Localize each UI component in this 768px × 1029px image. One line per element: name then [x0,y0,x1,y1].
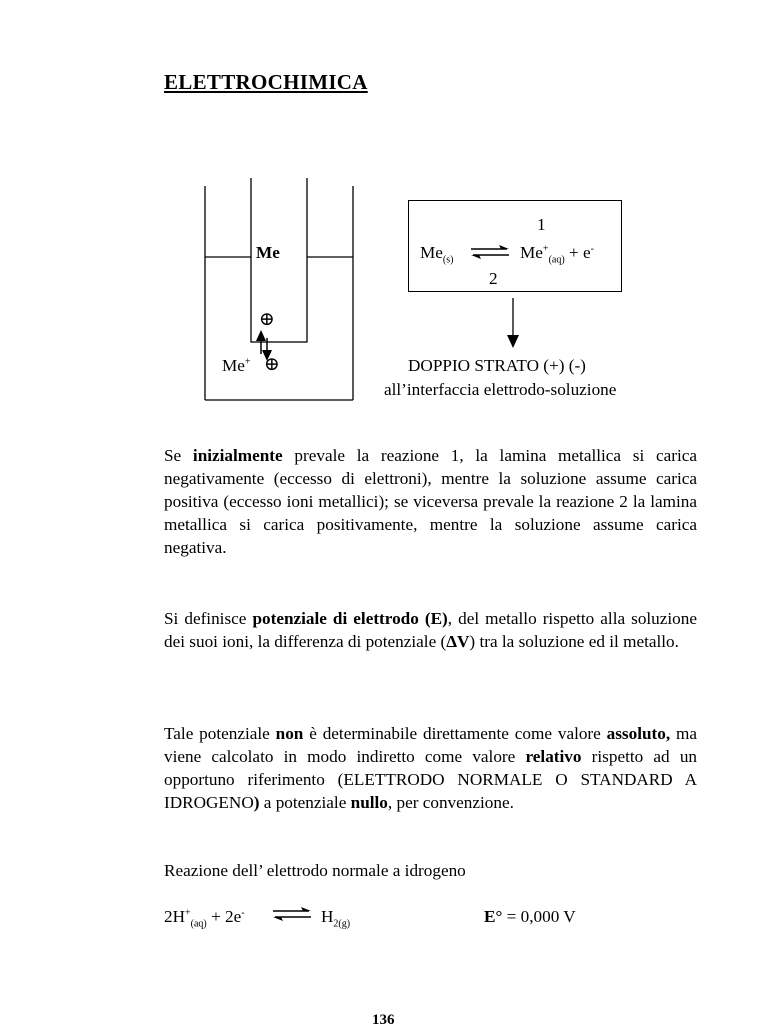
hydrogen-reactants: $2H^+_{(aq)} + 2e^-$ [164,907,245,930]
paragraph-electrode-potential: Si definisce potenziale di elettrodo (E), del metallo rispetto alla soluzione dei suoi ioni, la differenza di potenziale (ΔV) tra la soluzione ed il metallo. [164,609,697,651]
reaction-2-label: 2 [489,269,498,288]
standard-potential: E° = 0,000 V [484,907,576,926]
product-me-ion: $Me^+_{(aq)} + e^-$ [520,243,594,266]
metal-ion-label: Me+ [222,356,251,375]
page-number: 136 [372,1012,395,1028]
down-arrow-icon [503,298,523,350]
ion-plus-icon: ⊕ [264,354,280,375]
hydrogen-product: $H_{2(g)}$ [321,907,351,930]
double-layer-sublabel: all’interfaccia elettrodo-soluzione [384,380,617,399]
electrode-label: Me [256,243,280,262]
hydrogen-equilibrium-arrows-icon [271,907,313,921]
electrode-plus-icon: ⊕ [259,309,275,330]
electrochemical-cell-diagram [195,178,365,408]
ion-up-arrow-head [256,330,266,341]
paragraph-reactions: Se inizialmente prevale la reazione 1, la lamina metallica si carica negativamente (eccesso di elettroni), mentre la soluzione assume carica positiva (eccesso ioni metallici); se viceversa prevale la reazione 2 la lamina metallica si carica positivamente, mentre la soluzione assume carica negativa. [164,446,697,557]
reactant-me: $Me_{(s)}$ [420,243,454,266]
equilibrium-arrows-icon [469,245,511,259]
reaction-1-label: 1 [537,215,546,234]
paragraph-relative-potential: Tale potenziale non è determinabile direttamente come valore assoluto, ma viene calcolato in modo indiretto come valore relativo rispetto ad un opportuno riferimento (ELETTRODO NORMALE O STANDARD A IDROGENO) a potenziale nullo, per convenzione. [164,724,698,812]
page-title: ELETTROCHIMICA [164,70,368,94]
double-layer-label: DOPPIO STRATO (+) (-) [408,356,586,375]
hydrogen-electrode-heading: Reazione dell’ elettrodo normale a idrogeno [164,861,466,880]
